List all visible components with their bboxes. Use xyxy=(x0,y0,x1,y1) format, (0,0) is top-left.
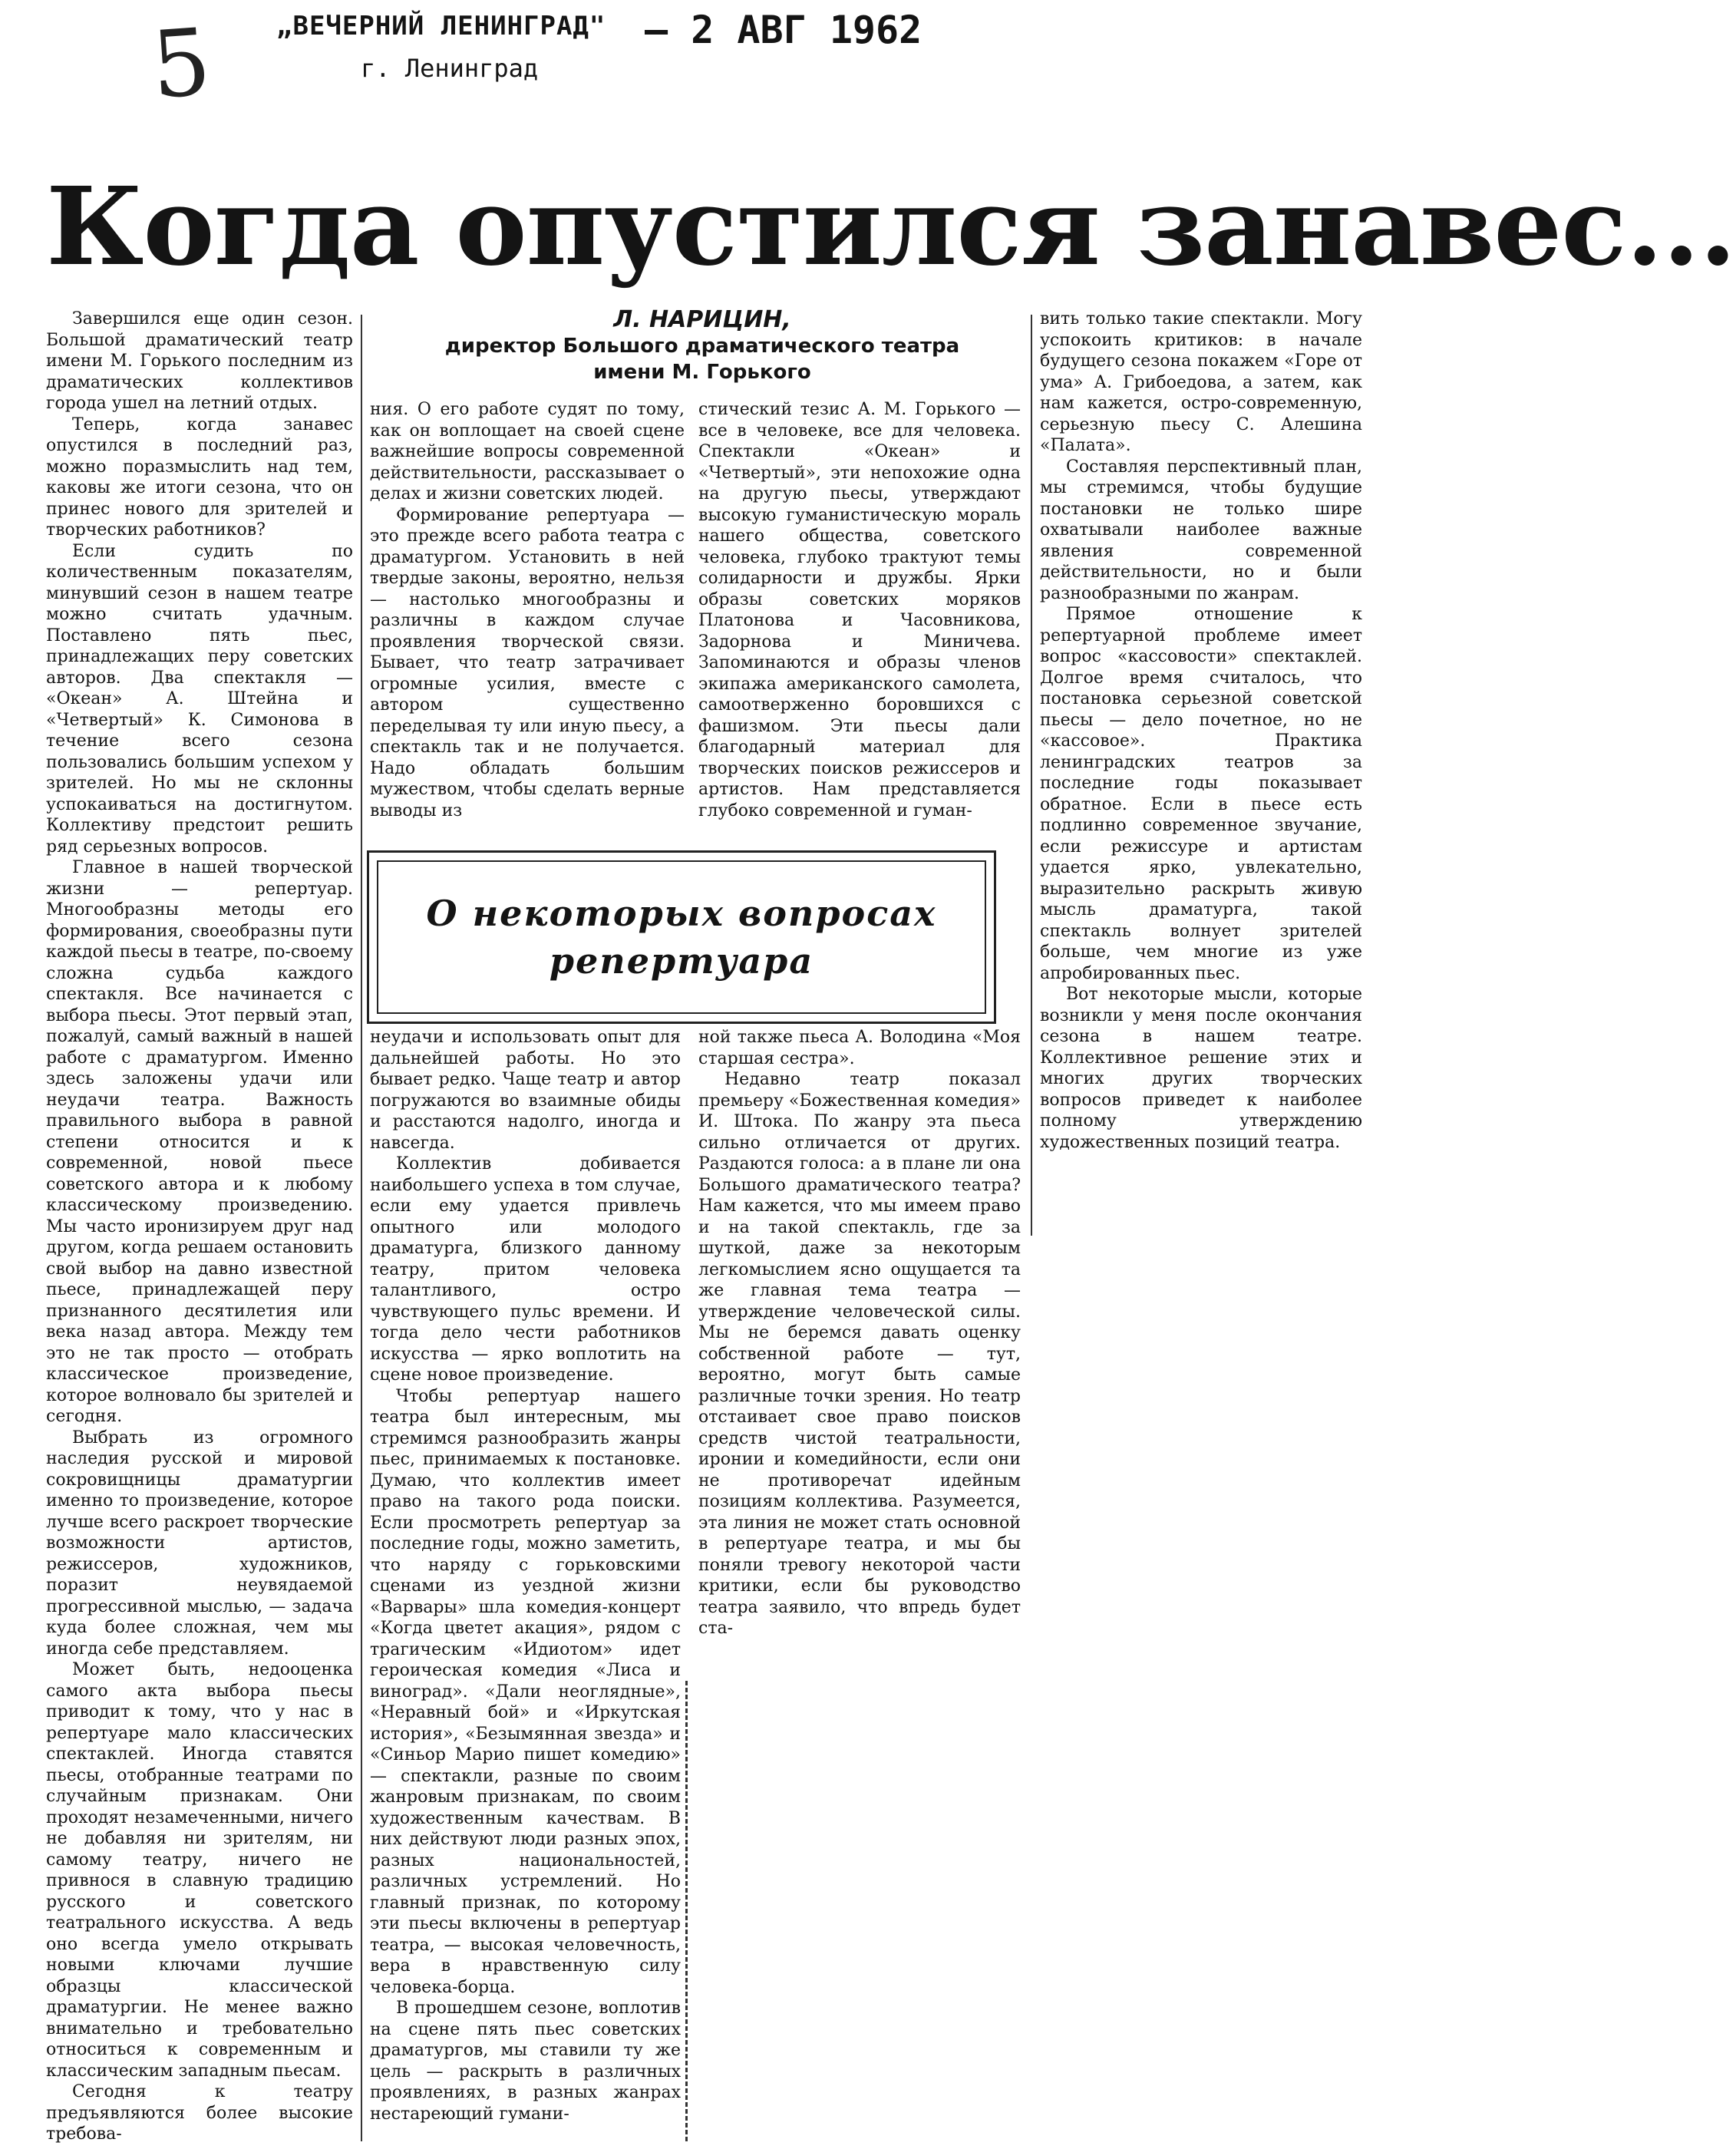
author-position-theatre: имени М. Горького xyxy=(593,361,811,384)
handwritten-mark: 5 xyxy=(148,8,215,120)
paragraph: ния. О его работе судят по тому, как он воплощает на своей сцене важнейшие вопросы современной действительности, рассказывает о делах и жизни советских людей. xyxy=(370,400,685,503)
article-column-3-top xyxy=(698,399,1021,840)
subheading-line-1: О некоторых вопросах xyxy=(426,893,937,934)
headline: Когда опустился занавес... xyxy=(46,164,1736,290)
paragraph: Может быть, недооценка самого акта выбора пьесы приводит к тому, что у нас в репертуаре мало классических спектаклей. Иногда ставятся пьесы, отобранные театрами по случайным признакам. Они проходят незамеченными, ничего не добавляя ни зрителям, ни самому театру, ничего не привнося в славную традицию русского и советского театрального искусства. А ведь оно всегда умело открывать новыми ключами лучшие образцы классической драматургии. Не менее важно внимательно и требовательно относиться к современным и классическим западным пьесам. xyxy=(46,1660,353,2081)
author-name: Л. НАРИЦИН, xyxy=(613,306,791,333)
article-column-1 xyxy=(46,309,353,2143)
paragraph: стический тезис А. М. Горького — все в человеке, все для человека. Спектакли «Океан» и «Четвертый», эти непохожие одна на другую пьесы, утверждают высокую гуманистическую мораль нашего общества, советского человека, глубоко трактуют темы солидарности и дружбы. Ярки образы советских моряков Платонова и Часовникова, Задорнова и Миничева. Запоминаются и образы членов экипажа американского самолета, самоотверженно боровшихся с фашизмом. Эти пьесы дали благодарный материал для творческих поисков режиссеров и артистов. Нам представляется глубоко современной и гуман- xyxy=(698,400,1021,820)
paragraph: Теперь, когда занавес опустился в последний раз, можно поразмыслить над тем, каковы же итоги сезона, что он принес нового для зрителей и творческих работников? xyxy=(46,414,353,540)
paragraph: Завершился еще один сезон. Большой драматический театр имени М. Горького последним из драматических коллективов города ушел на летний отдых. xyxy=(46,309,353,413)
paragraph: Если судить по количественным показателям, минувший сезон в нашем театре можно считать удачным. Поставлено пять пьес, принадлежащих перу советских авторов. Два спектакля — «Океан» А. Штейна и «Четвертый» К. Симонова в течение всего сезона пользовались большим успехом у зрителей. Но мы не склонны успокаиваться на достигнутом. Коллективу предстоит решить ряд серьезных вопросов. xyxy=(46,541,353,857)
paragraph: Вот некоторые мысли, которые возникли у меня после окончания сезона в нашем театре. Коллективное решение этих и многих других творческих вопросов приведет к наиболее полному утверждению художественных позиций театра. xyxy=(1040,985,1362,1152)
paragraph: вить только такие спектакли. Могу успокоить критиков: в начале будущего сезона покажем «Горе от ума» А. Грибоедова, а затем, как нам кажется, остро-современную, серьезную пьесу С. Алешина «Палата». xyxy=(1040,309,1362,455)
paragraph: Коллектив добивается наибольшего успеха в том случае, если ему удается привлечь опытного или молодого драматурга, близкого данному театру, притом человека талантливого, остро чувствующего пульс времени. И тогда дело чести работников искусства — ярко воплотить на сцене новое произведение. xyxy=(370,1154,681,1385)
byline xyxy=(418,307,986,385)
city-label: г. Ленинград xyxy=(361,54,539,83)
article-column-4 xyxy=(1040,309,1362,1253)
paragraph: В прошедшем сезоне, воплотив на сцене пять пьес советских драматургов, мы ставили ту же цель — раскрыть в различных проявлениях, в разных жанрах нестареющий гумани- xyxy=(370,1999,681,2124)
author-position: директор Большого драматического театра xyxy=(444,335,960,358)
subheading-frame xyxy=(377,860,986,1014)
article-column-2-top xyxy=(370,399,685,840)
paragraph: Составляя перспективный план, мы стремимся, чтобы будущие постановки не только шире охватывали наиболее важные явления современной действительности, но и были разнообразными по жанрам. xyxy=(1040,457,1362,603)
paragraph: Чтобы репертуар нашего театра был интересным, мы стремимся разнообразить жанры пьес, принимаемых к постановке. Думаю, что коллектив имеет право на такого рода поиски. Если просмотреть репертуар за последние годы, можно заметить, что наряду с горьковскими сценами из уездной жизни «Варвары» шла комедия-концерт «Когда цветет акация», рядом с трагическим «Идиотом» идет героическая комедия «Лиса и виноград». «Дали неоглядные», «Неравный бой» и «Иркутская история», «Безымянная звезда» и «Синьор Марио пишет комедию» — спектакли, разные по своим жанровым признакам, по своим художественным качествам. В них действуют люди разных эпох, разных национальностей, различных устремлений. Но главный признак, по которому эти пьесы включены в репертуар театра, — высокая человечность, вера в нравственную силу человека-борца. xyxy=(370,1386,681,1997)
paragraph: Главное в нашей творческой жизни — репертуар. Многообразны методы его формирования, своеобразны пути каждой пьесы в театре, по-своему сложна судьба каждого спектакля. Все начинается с выбора пьесы. Этот первый этап, пожалуй, самый важный в нашей работе с драматургом. Именно здесь заложены удачи или неудачи театра. Важность правильного выбора в равной степени относится и к современной, новой пьесе советского автора и к любому классическому произведению. Мы часто иронизируем друг над другом, когда решаем остановить свой выбор на давно известной пьесе, принадлежащей перу признанного десятилетия или века назад автора. Между тем это не так просто — отобрать классическое произведение, которое волновало бы зрителей и сегодня. xyxy=(46,858,353,1426)
paragraph: Прямое отношение к репертуарной проблеме имеет вопрос «кассовости» спектаклей. Долгое время считалось, что постановка серьезной советской пьесы — дело почетное, но не «кассовое». Практика ленинградских театров за последние годы показывает обратное. Если в пьесе есть подлинно современное звучание, если режиссуре и артистам удается ярко, увлекательно, выразительно раскрыть живую мысль драматурга, такой спектакль волнует зрителей больше, чем многие из уже апробированных пьес. xyxy=(1040,605,1362,983)
paragraph: Выбрать из огромного наследия русской и мировой сокровищницы драматургии именно то произведение, которое лучше всего раскроет творческие возможности артистов, режиссеров, художников, поразит неувядаемой прогрессивной мыслью, — задача куда более сложная, чем мы иногда себе представляем. xyxy=(46,1428,353,1659)
paragraph: Формирование репертуара — это прежде всего работа театра с драматургом. Установить в ней твердые законы, вероятно, нельзя — настолько многообразны и различны в каждом случае проявления творческой связи. Бывает, что театр затрачивает огромные усилия, вместе с автором существенно переделывая ту или иную пьесу, а спектакль так и не получается. Надо обладать большим мужеством, чтобы сделать верные выводы из xyxy=(370,505,685,820)
column-rule xyxy=(685,1681,688,2141)
article-column-2-bottom xyxy=(370,1027,681,2141)
paragraph: неудачи и использовать опыт для дальнейшей работы. Но это бывает редко. Чаще театр и автор погружаются во взаимные обиды и расстаются надолго, иногда и навсегда. xyxy=(370,1028,681,1153)
paragraph: Сегодня к театру предъявляются более высокие требова- xyxy=(46,2082,353,2144)
article-column-3-bottom xyxy=(698,1027,1021,1718)
subheading-box xyxy=(367,850,996,1024)
paragraph: Недавно театр показал премьеру «Божественная комедия» И. Штока. По жанру эта пьеса сильно отличается от других. Раздаются голоса: а в плане ли она Большого драматического театра? Нам кажется, что мы имеем право и на такой спектакль, где за шуткой, даже за некоторым легкомыслием ясно ощущается та же главная тема театра — утверждение человеческой силы. Мы не беремся давать оценку собственной работе — тут, вероятно, могут быть самые различные точки зрения. Но театр отстаивает свое право поисков средств чистой театральности, иронии и комедийности, если они не противоречат идейным позициям коллектива. Разумеется, эта линия не может стать основной в репертуаре театра, и мы бы поняли тревогу некоторой части критики, если бы руководство театра заявило, что впредь будет ста- xyxy=(698,1070,1021,1638)
date-stamp: — 2 АВГ 1962 xyxy=(645,8,922,52)
column-rule xyxy=(1031,315,1032,1236)
column-rule xyxy=(361,315,362,2141)
newspaper-name: „ВЕЧЕРНИЙ ЛЕНИНГРАД" xyxy=(276,11,606,41)
paragraph: ной также пьеса А. Володина «Моя старшая сестра». xyxy=(698,1028,1021,1068)
subheading-line-2: репертуара xyxy=(549,940,814,982)
